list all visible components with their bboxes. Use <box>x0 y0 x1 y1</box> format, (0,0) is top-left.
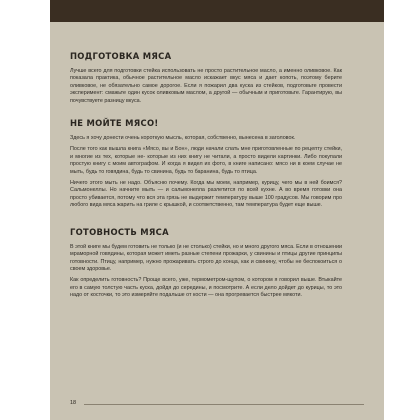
footer-rule <box>84 404 364 405</box>
paragraph: В этой книге мы будем готовить не только (и не столько) стейки, но и много другого мяса. Если в отношении мраморной говядины, которая может иметь разные степени прожарки, у свинины и птицы другие принципы готовности. Птицу, например, нужно прожаривать строго до конца, как и свинину, чтобы не беспокоиться о своем здоровье. <box>70 243 342 272</box>
page-number: 18 <box>70 400 77 406</box>
section-heading: ПОДГОТОВКА МЯСА <box>70 51 172 61</box>
book-page <box>50 0 384 420</box>
paragraph: После того как вышла книга «Мясо, вы и Бон», люди начали слать мне приготовленные по рецепту стейки, и многие из тех, которые не- которые из них книгу не читали, а просто видели картинки. Либо покупали простую книгу с моим автографом. И когда я видел их фото, в книге написано: мясо ни в коем случае не мыть, будь то говядина, будь то свинина, будь то баранина, будь то птица. <box>70 146 342 175</box>
section-heading: ГОТОВНОСТЬ МЯСА <box>70 226 169 237</box>
paragraph: Здесь я хочу донести очень короткую мысль, которая, собственно, вынесена в заголовок. <box>70 135 296 142</box>
section-meat-preparation <box>70 50 342 105</box>
paragraph: Ничего этого мыть не надо. Объясню почему. Когда мы моем, например, курицу, чего мы в ней боимся? Сальмонеллы. Но начните мыть — и сальмонелла разлетится по всей кухне. А во время готовки она просто убивается, потому что вся эта грязь не выдержит температуру выше 100 градусов. Мы говорим про любого вида мяса жарить на гриле с крышкой, и соответственно, там температура будет еще выше. <box>70 180 342 209</box>
paragraph: Как определить готовность? Проще всего, уже, термометром-щупом, о котором я говорил выше. Втыкайте его в самую толстую часть куска, дойдя до середины, и посмотрите. А если дело дойдет до курицы, то это надо от косточки, то это измеряйте подальше от кости — она прогревается быстрее мякоти. <box>70 277 342 299</box>
section-dont-wash-meat <box>70 117 342 210</box>
paragraph: Лучше всего для подготовки стейка использовать не просто растительное масло, а именно оливковое. Как показала практика, обычное растительное масло искажает вкус мяса и дает копоть, поэтому берите оливковое, не обязательно самое дорогое. Если я пожарил два куска из стейков, подготовьте провести эксперимент: смажьте один кусок оливковым маслом, а другой — обычным и приготовьте. Гарантирую, вы почувствуете разницу вкуса. <box>70 68 342 104</box>
torn-paper-top-edge <box>50 0 384 22</box>
page-content <box>70 34 342 310</box>
section-meat-doneness <box>70 226 342 300</box>
section-heading: НЕ МОЙТЕ МЯСО! <box>70 118 159 129</box>
